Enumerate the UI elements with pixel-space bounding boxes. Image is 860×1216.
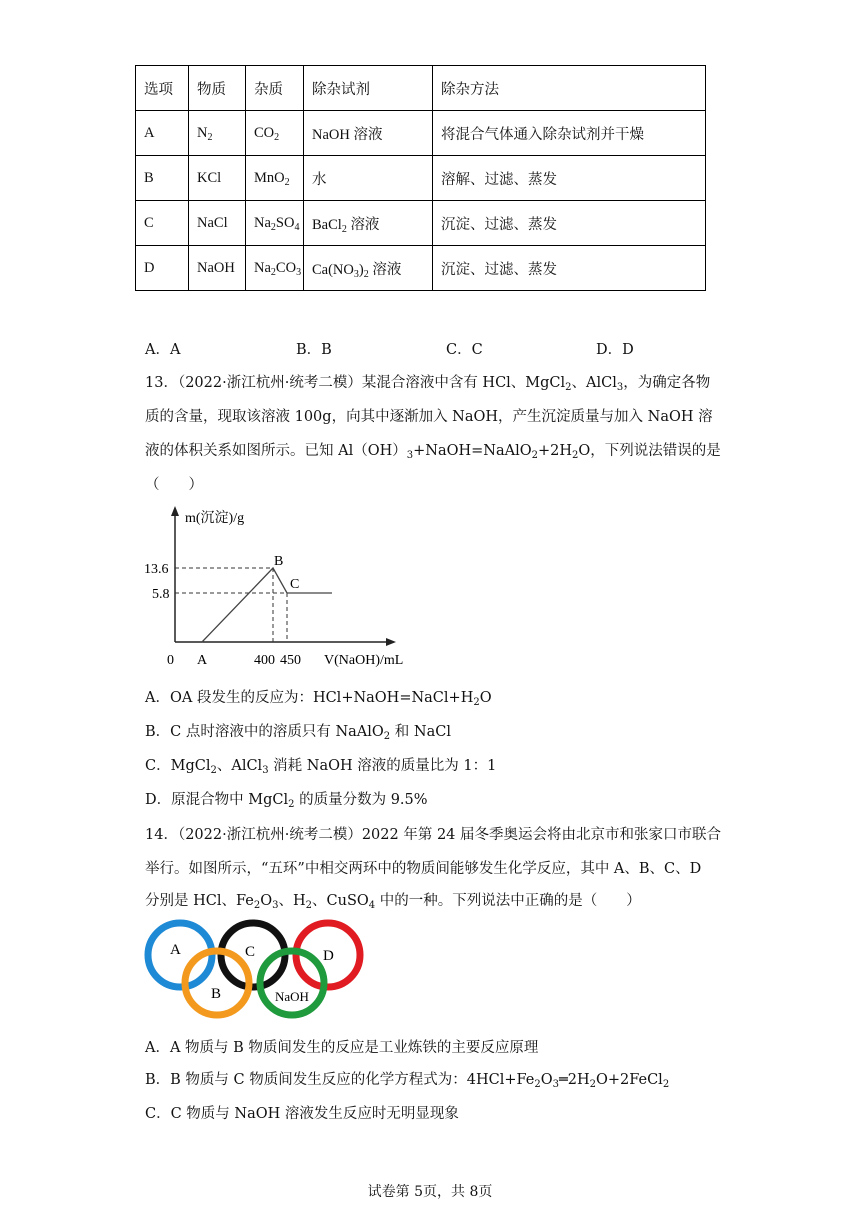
q14-stem-line: 14．（2022·浙江杭州·统考二模）2022 年第 24 届冬季奥运会将由北京市和张家口市联合 — [145, 827, 721, 843]
ring-d-label: D — [323, 948, 334, 964]
choice-b[interactable]: B．B — [296, 342, 332, 358]
ring-b-label: B — [211, 986, 222, 1002]
cell-option: B — [136, 156, 189, 201]
header-reagent: 除杂试剂 — [304, 66, 433, 111]
graph-curve — [202, 568, 332, 642]
y-tick-13-6: 13.6 — [144, 562, 169, 577]
olympic-rings-figure — [140, 915, 370, 1027]
choice-d[interactable]: D．D — [596, 342, 634, 358]
cell-substance: NaOH — [189, 246, 246, 291]
cell-impurity: $CO_2$ — [246, 111, 304, 156]
choice-a[interactable]: A．A — [145, 342, 181, 358]
point-b-label: B — [274, 554, 284, 569]
x-axis-arrow-icon — [386, 638, 396, 646]
table-row — [136, 156, 706, 201]
table-row — [136, 111, 706, 156]
q14-stem-line: 举行。如图所示，“五环”中相交两环中的物质间能够发生化学反应，其中 A、B、C、D — [145, 861, 702, 877]
cell-option: C — [136, 201, 189, 246]
cell-reagent: BaCl$_2$ 溶液 — [304, 201, 433, 246]
q13-stem-line: （ ） — [145, 477, 203, 493]
q14-option-a[interactable]: A．A 物质与 B 物质间发生的反应是工业炼铁的主要反应原理 — [145, 1040, 539, 1056]
cell-method: 沉淀、过滤、蒸发 — [433, 201, 706, 246]
impurity-removal-table — [135, 65, 706, 291]
cell-reagent: 水 — [304, 156, 433, 201]
cell-method: 溶解、过滤、蒸发 — [433, 156, 706, 201]
header-impurity: 杂质 — [246, 66, 304, 111]
x-tick-450: 450 — [280, 653, 301, 668]
page-footer: 试卷第 5页，共 8页 — [367, 1184, 493, 1200]
choice-c[interactable]: C．C — [446, 342, 483, 358]
cell-impurity: MnO$_2$ — [246, 156, 304, 201]
q13-option-d[interactable]: D．原混合物中 MgCl$_2$ 的质量分数为 9.5% — [145, 792, 428, 810]
cell-impurity: $Na_2SO_4$ — [246, 201, 304, 246]
q13-stem-line: 液的体积关系如图所示。已知 $Al(OH)_3+NaOH=NaAlO_2+2H_2O$，下列说法错误的是 — [145, 443, 721, 461]
q13-option-a[interactable]: A．OA 段发生的反应为：$HCl+NaOH=NaCl+H_2O$ — [145, 690, 492, 708]
q14-option-c[interactable]: C．C 物质与 NaOH 溶液发生反应时无明显现象 — [145, 1106, 459, 1122]
table-row — [136, 201, 706, 246]
cell-substance: $N_2$ — [189, 111, 246, 156]
ring-naoh-label: NaOH — [275, 989, 309, 1004]
cell-impurity: $Na_2CO_3$ — [246, 246, 304, 291]
header-method: 除杂方法 — [433, 66, 706, 111]
x-tick-400: 400 — [254, 653, 275, 668]
q13-option-c[interactable]: C．MgCl$_2$、AlCl$_3$ 消耗 NaOH 溶液的质量比为 1：1 — [145, 758, 497, 776]
cell-method: 将混合气体通入除杂试剂并干燥 — [433, 111, 706, 156]
q14-stem-line: 分别是 HCl、$Fe_2O_3$、$H_2$、CuSO$_4$ 中的一种。下列说法中正确的是（ ） — [145, 893, 641, 911]
point-c-label: C — [290, 577, 300, 592]
cell-method: 沉淀、过滤、蒸发 — [433, 246, 706, 291]
q13-option-b[interactable]: B．C 点时溶液中的溶质只有 NaAlO$_2$ 和 NaCl — [145, 724, 451, 742]
header-option: 选项 — [136, 66, 189, 111]
x-axis-label: V(NaOH)/mL — [324, 653, 404, 668]
y-tick-5-8: 5.8 — [152, 587, 170, 602]
cell-reagent: $Ca(NO_3)_2$ 溶液 — [304, 246, 433, 291]
cell-option: D — [136, 246, 189, 291]
cell-substance: KCl — [189, 156, 246, 201]
ring-a-label: A — [170, 942, 181, 958]
cell-substance: NaCl — [189, 201, 246, 246]
q14-option-b[interactable]: B．B 物质与 C 物质间发生反应的化学方程式为：$4HCl+Fe_2O_3═2H_2O+2FeCl_2$ — [145, 1072, 670, 1090]
cell-option: A — [136, 111, 189, 156]
table-header-row — [136, 66, 706, 111]
header-substance: 物质 — [189, 66, 246, 111]
q13-stem-line: 质的含量，现取该溶液 100g，向其中逐渐加入 NaOH，产生沉淀质量与加入 NaOH 溶 — [145, 409, 713, 425]
precipitate-mass-graph — [144, 500, 440, 672]
y-axis-label: m(沉淀)/g — [185, 511, 245, 526]
origin-label: 0 — [167, 653, 174, 668]
q13-stem-line: 13．（2022·浙江杭州·统考二模）某混合溶液中含有 HCl、MgCl$_2$、AlCl$_3$，为确定各物 — [145, 375, 711, 393]
table-row — [136, 246, 706, 291]
ring-c-label: C — [245, 944, 256, 960]
cell-reagent: NaOH 溶液 — [304, 111, 433, 156]
y-axis-arrow-icon — [171, 506, 179, 516]
point-a-label: A — [197, 653, 208, 668]
